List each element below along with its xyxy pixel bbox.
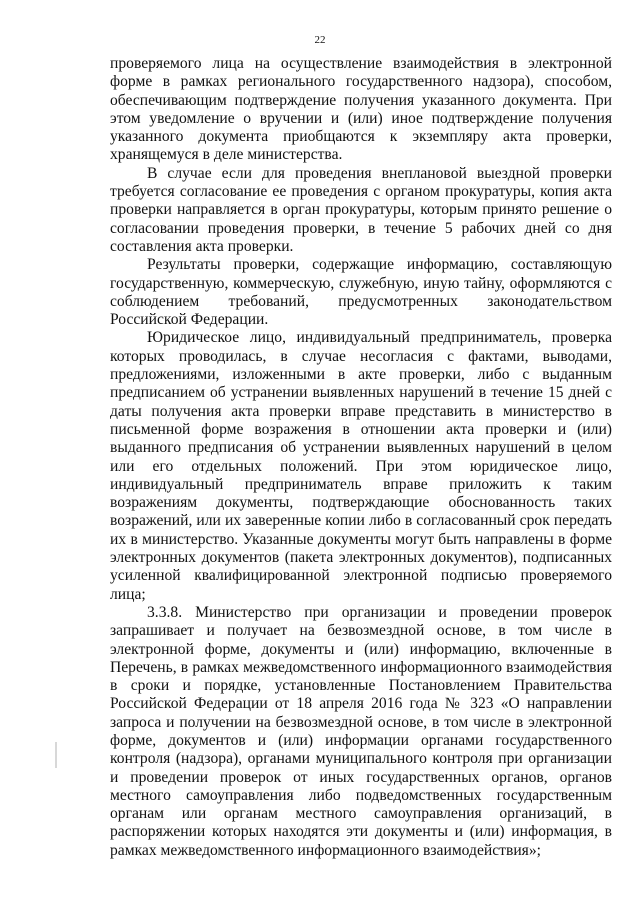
page-number: 22 — [314, 34, 326, 46]
paragraph-continuation: проверяемого лица на осуществление взаимодействия в электронной форме в рамках регионального государственного надзора), способом, обеспечивающим подтверждение получения указанного документа. При этом уведомление о вручении и (или) иное подтверждение получения указанного документа приобщаются к экземпляру акта проверки, хранящемуся в деле министерства. — [110, 55, 612, 164]
paragraph-prosecutor-approval: В случае если для проведения внеплановой выездной проверки требуется согласование ее проведения с органом прокуратуры, копия акта проверки направляется в орган прокуратуры, которым принято решение о согласовании проведения проверки, в течение 5 рабочих дней со дня составления акта проверки. — [110, 164, 612, 255]
paragraph-secret-results: Результаты проверки, содержащие информацию, составляющую государственную, коммерческую, служебную, иную тайну, оформляются с соблюдением требований, предусмотренных законодательством Российской Федерации. — [110, 256, 612, 329]
document-body — [110, 55, 612, 860]
scan-artifact — [55, 742, 57, 768]
paragraph-objections: Юридическое лицо, индивидуальный предприниматель, проверка которых проводилась, в случае несогласия с фактами, выводами, предложениями, изложенными в акте проверки, либо с выданным предписанием об устранении выявленных нарушений в течение 15 дней с даты получения акта проверки вправе представить в министерство в письменной форме возражения в отношении акта проверки и (или) выданного предписания об устранении выявленных нарушений в целом или его отдельных положений. При этом юридическое лицо, индивидуальный предприниматель вправе приложить к таким возражениям документы, подтверждающие обоснованность таких возражений, или их заверенные копии либо в согласованный срок передать их в министерство. Указанные документы могут быть направлены в форме электронных документов (пакета электронных документов), подписанных усиленной квалифицированной электронной подписью проверяемого лица; — [110, 329, 612, 603]
paragraph-section-3-3-8: 3.3.8. Министерство при организации и проведении проверок запрашивает и получает на безвозмездной основе, в том числе в электронной форме, документы и (или) информацию, включенные в Перечень, в рамках межведомственного информационного взаимодействия в сроки и порядке, установленные Постановлением Правительства Российской Федерации от 18 апреля 2016 года № 323 «О направлении запроса и получении на безвозмездной основе, в том числе в электронной форме, документов и (или) информации органами государственного контроля (надзора), органами муниципального контроля при организации и проведении проверок от иных государственных органов, органов местного самоуправления либо подведомственных государственным органам или органам местного самоуправления организаций, в распоряжении которых находятся эти документы и (или) информация, в рамках межведомственного информационного взаимодействия»; — [110, 603, 612, 859]
